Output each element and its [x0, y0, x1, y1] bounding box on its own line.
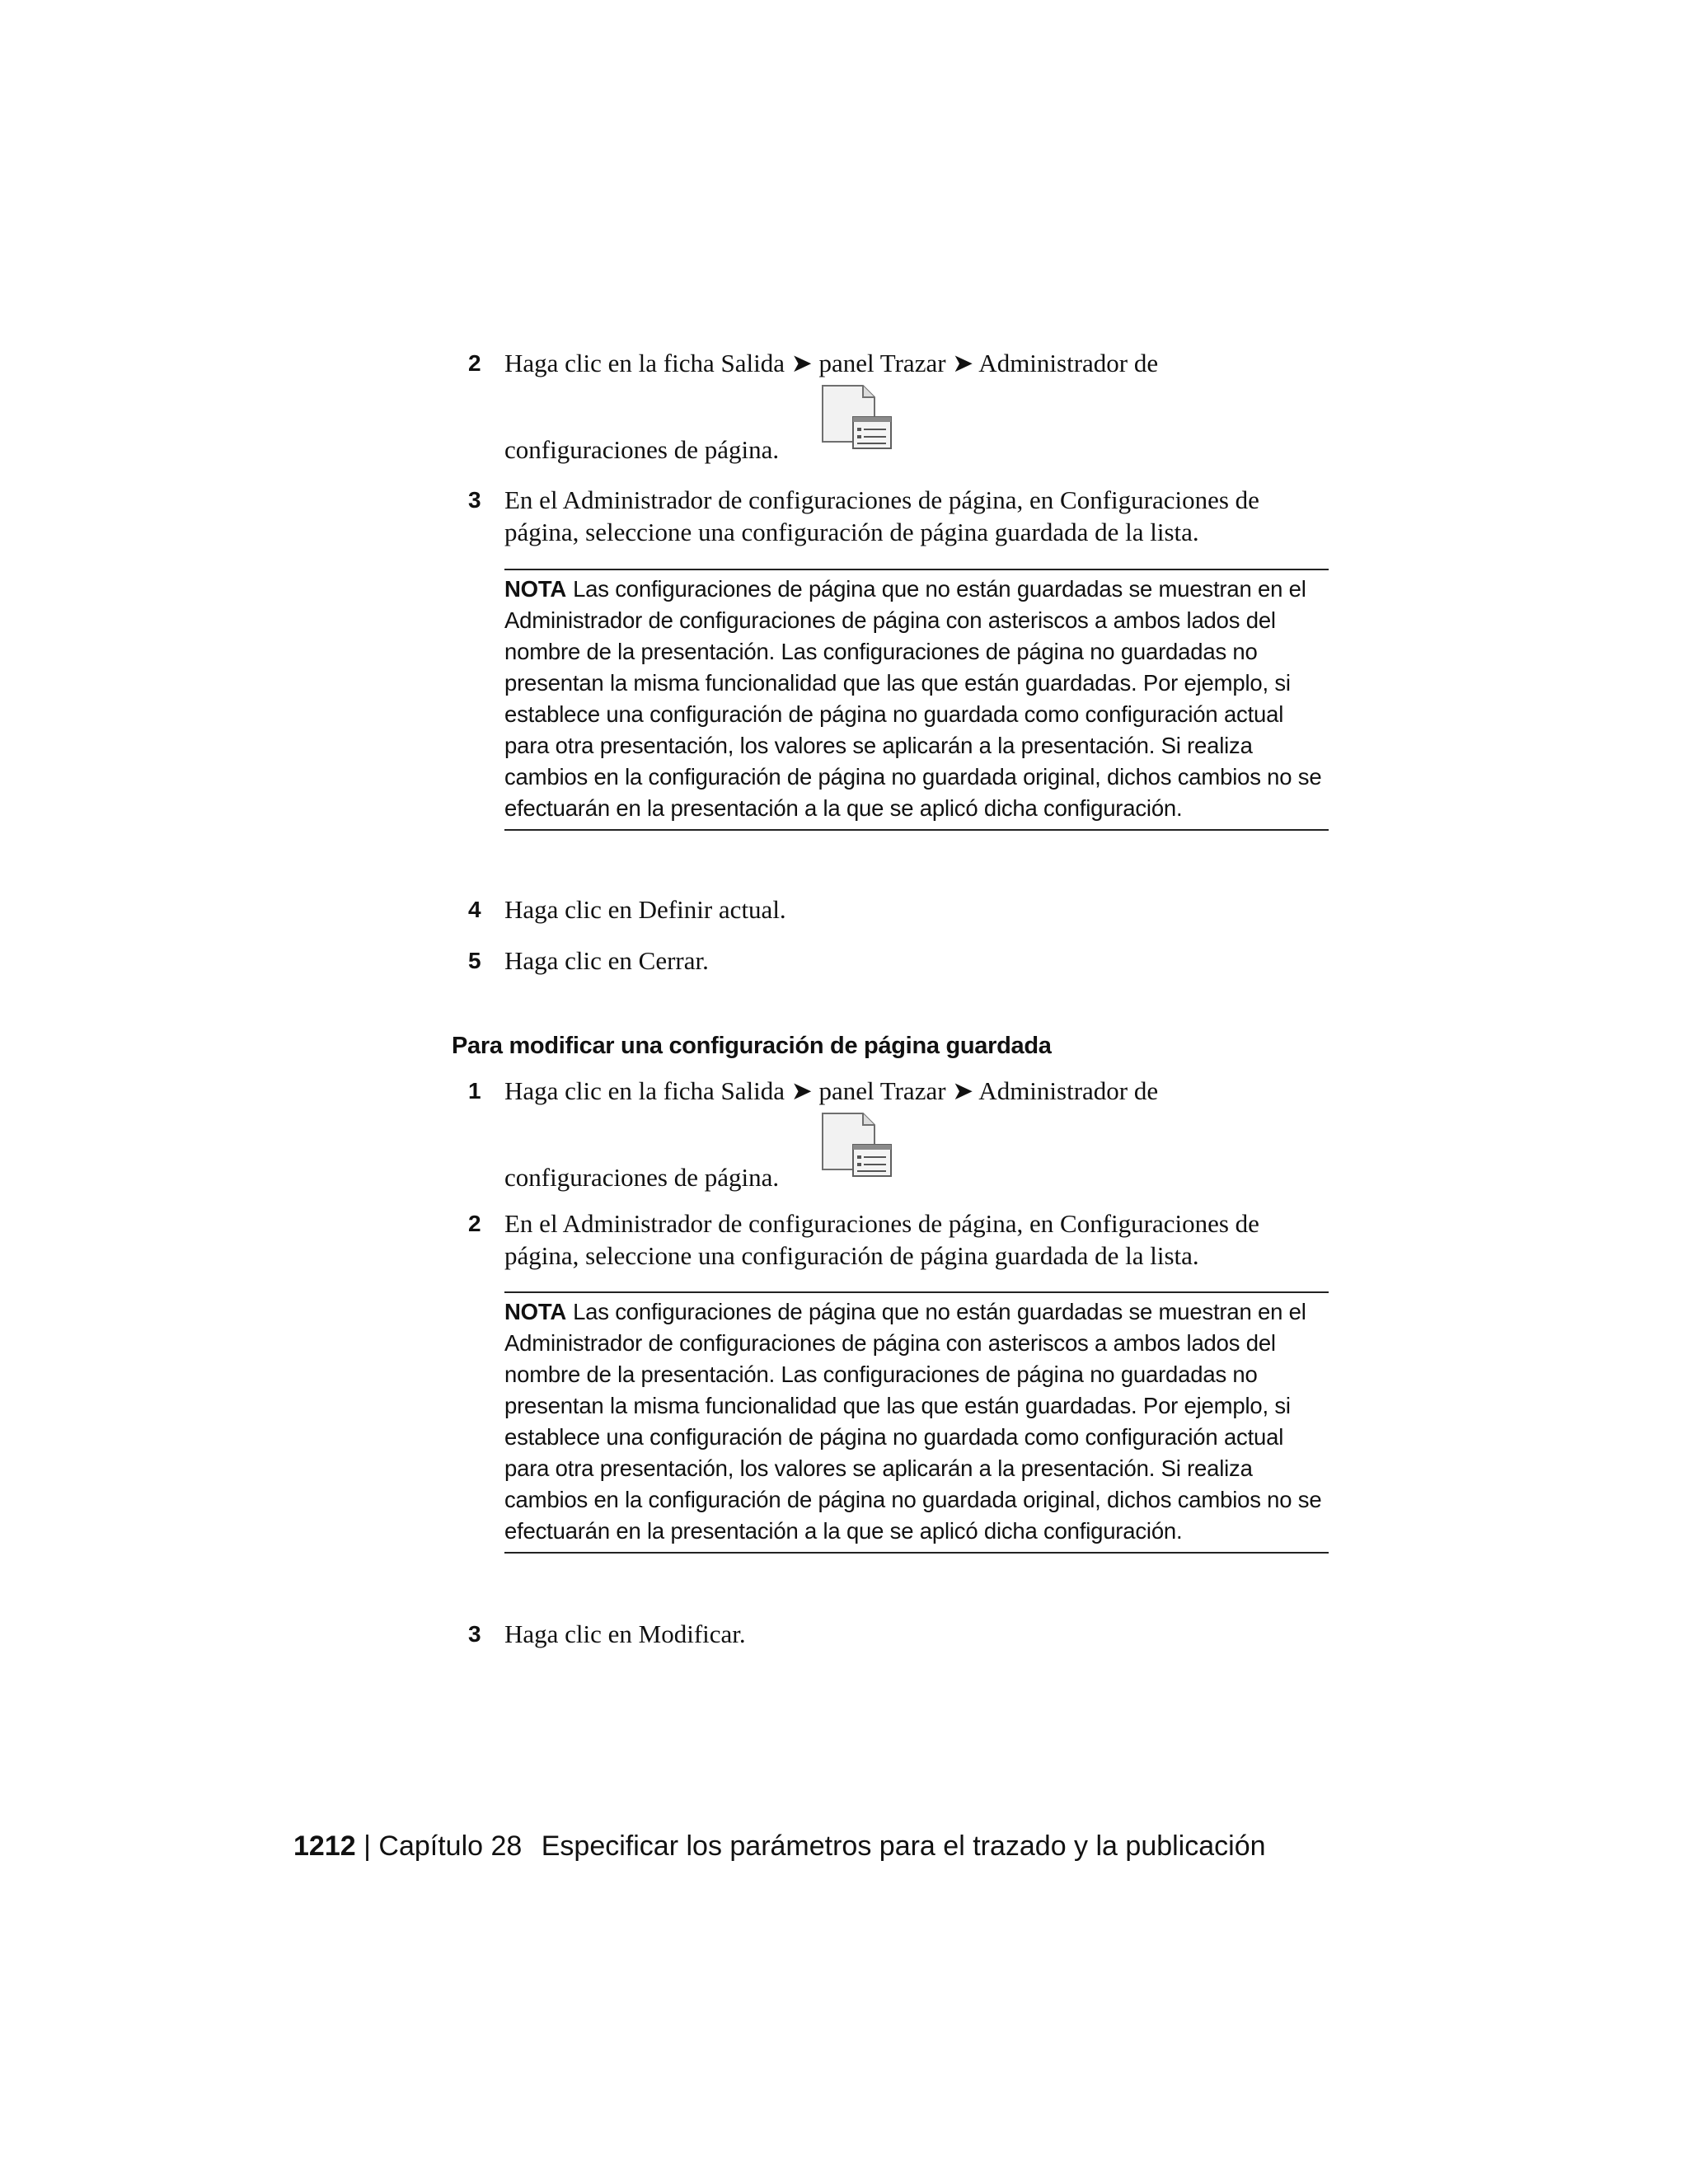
step-text-continuation: configuraciones de página. — [504, 435, 780, 464]
step-text-continuation: configuraciones de página. — [504, 1163, 780, 1192]
step-text: En el Administrador de configuraciones de página, en Configuraciones de página, seleccione una configuración de página guardada de la lista. — [504, 485, 1259, 546]
note-text: Las configuraciones de página que no están guardadas se muestran en el Administrador de configuraciones de página con asteriscos a ambos lados del nombre de la presentación. Las configuraciones de página no guardadas no presentan la misma funcionalidad que las que están guardadas. Por ejemplo, si establece una configuración de página no guardada como configuración actual para otra presentación, los valores se aplicarán a la presentación. Si realiza cambios en la configuración de página no guardada original, dichos cambios no se efectuarán en la presentación a la que se aplicó dicha configuración. — [504, 576, 1322, 821]
chapter-label: Capítulo 28 — [378, 1830, 523, 1862]
step-text: Haga clic en Definir actual. — [504, 895, 786, 924]
footer-separator: | — [363, 1830, 371, 1862]
step-number: 4 — [468, 897, 481, 922]
chapter-title: Especificar los parámetros para el trazado y la publicación — [541, 1830, 1266, 1862]
step-number: 2 — [468, 350, 481, 376]
note-box — [504, 1291, 1329, 1554]
page-number: 1212 — [293, 1830, 356, 1862]
note-label: NOTA — [504, 576, 567, 602]
step-number: 5 — [468, 948, 481, 973]
note-box — [504, 569, 1329, 831]
step-number: 3 — [468, 487, 481, 513]
step-text: Haga clic en Modificar. — [504, 1619, 746, 1648]
step-number: 1 — [468, 1078, 481, 1104]
step-number: 3 — [468, 1621, 481, 1647]
step-text: Haga clic en la ficha Salida ➤ panel Trazar ➤ Administrador de — [504, 349, 1159, 377]
page-setup-manager-icon — [820, 1112, 894, 1186]
section-heading: Para modificar una configuración de página guardada — [452, 1033, 1052, 1059]
step-number: 2 — [468, 1211, 481, 1236]
step-text: Haga clic en Cerrar. — [504, 946, 709, 975]
page-setup-manager-icon — [820, 384, 894, 458]
step-text: Haga clic en la ficha Salida ➤ panel Trazar ➤ Administrador de — [504, 1076, 1159, 1105]
note-label: NOTA — [504, 1299, 567, 1324]
page-footer — [293, 1828, 1266, 1864]
note-text: Las configuraciones de página que no están guardadas se muestran en el Administrador de configuraciones de página con asteriscos a ambos lados del nombre de la presentación. Las configuraciones de página no guardadas no presentan la misma funcionalidad que las que están guardadas. Por ejemplo, si establece una configuración de página no guardada como configuración actual para otra presentación, los valores se aplicarán a la presentación. Si realiza cambios en la configuración de página no guardada original, dichos cambios no se efectuarán en la presentación a la que se aplicó dicha configuración. — [504, 1299, 1322, 1544]
step-text: En el Administrador de configuraciones de página, en Configuraciones de página, seleccione una configuración de página guardada de la lista. — [504, 1209, 1259, 1270]
